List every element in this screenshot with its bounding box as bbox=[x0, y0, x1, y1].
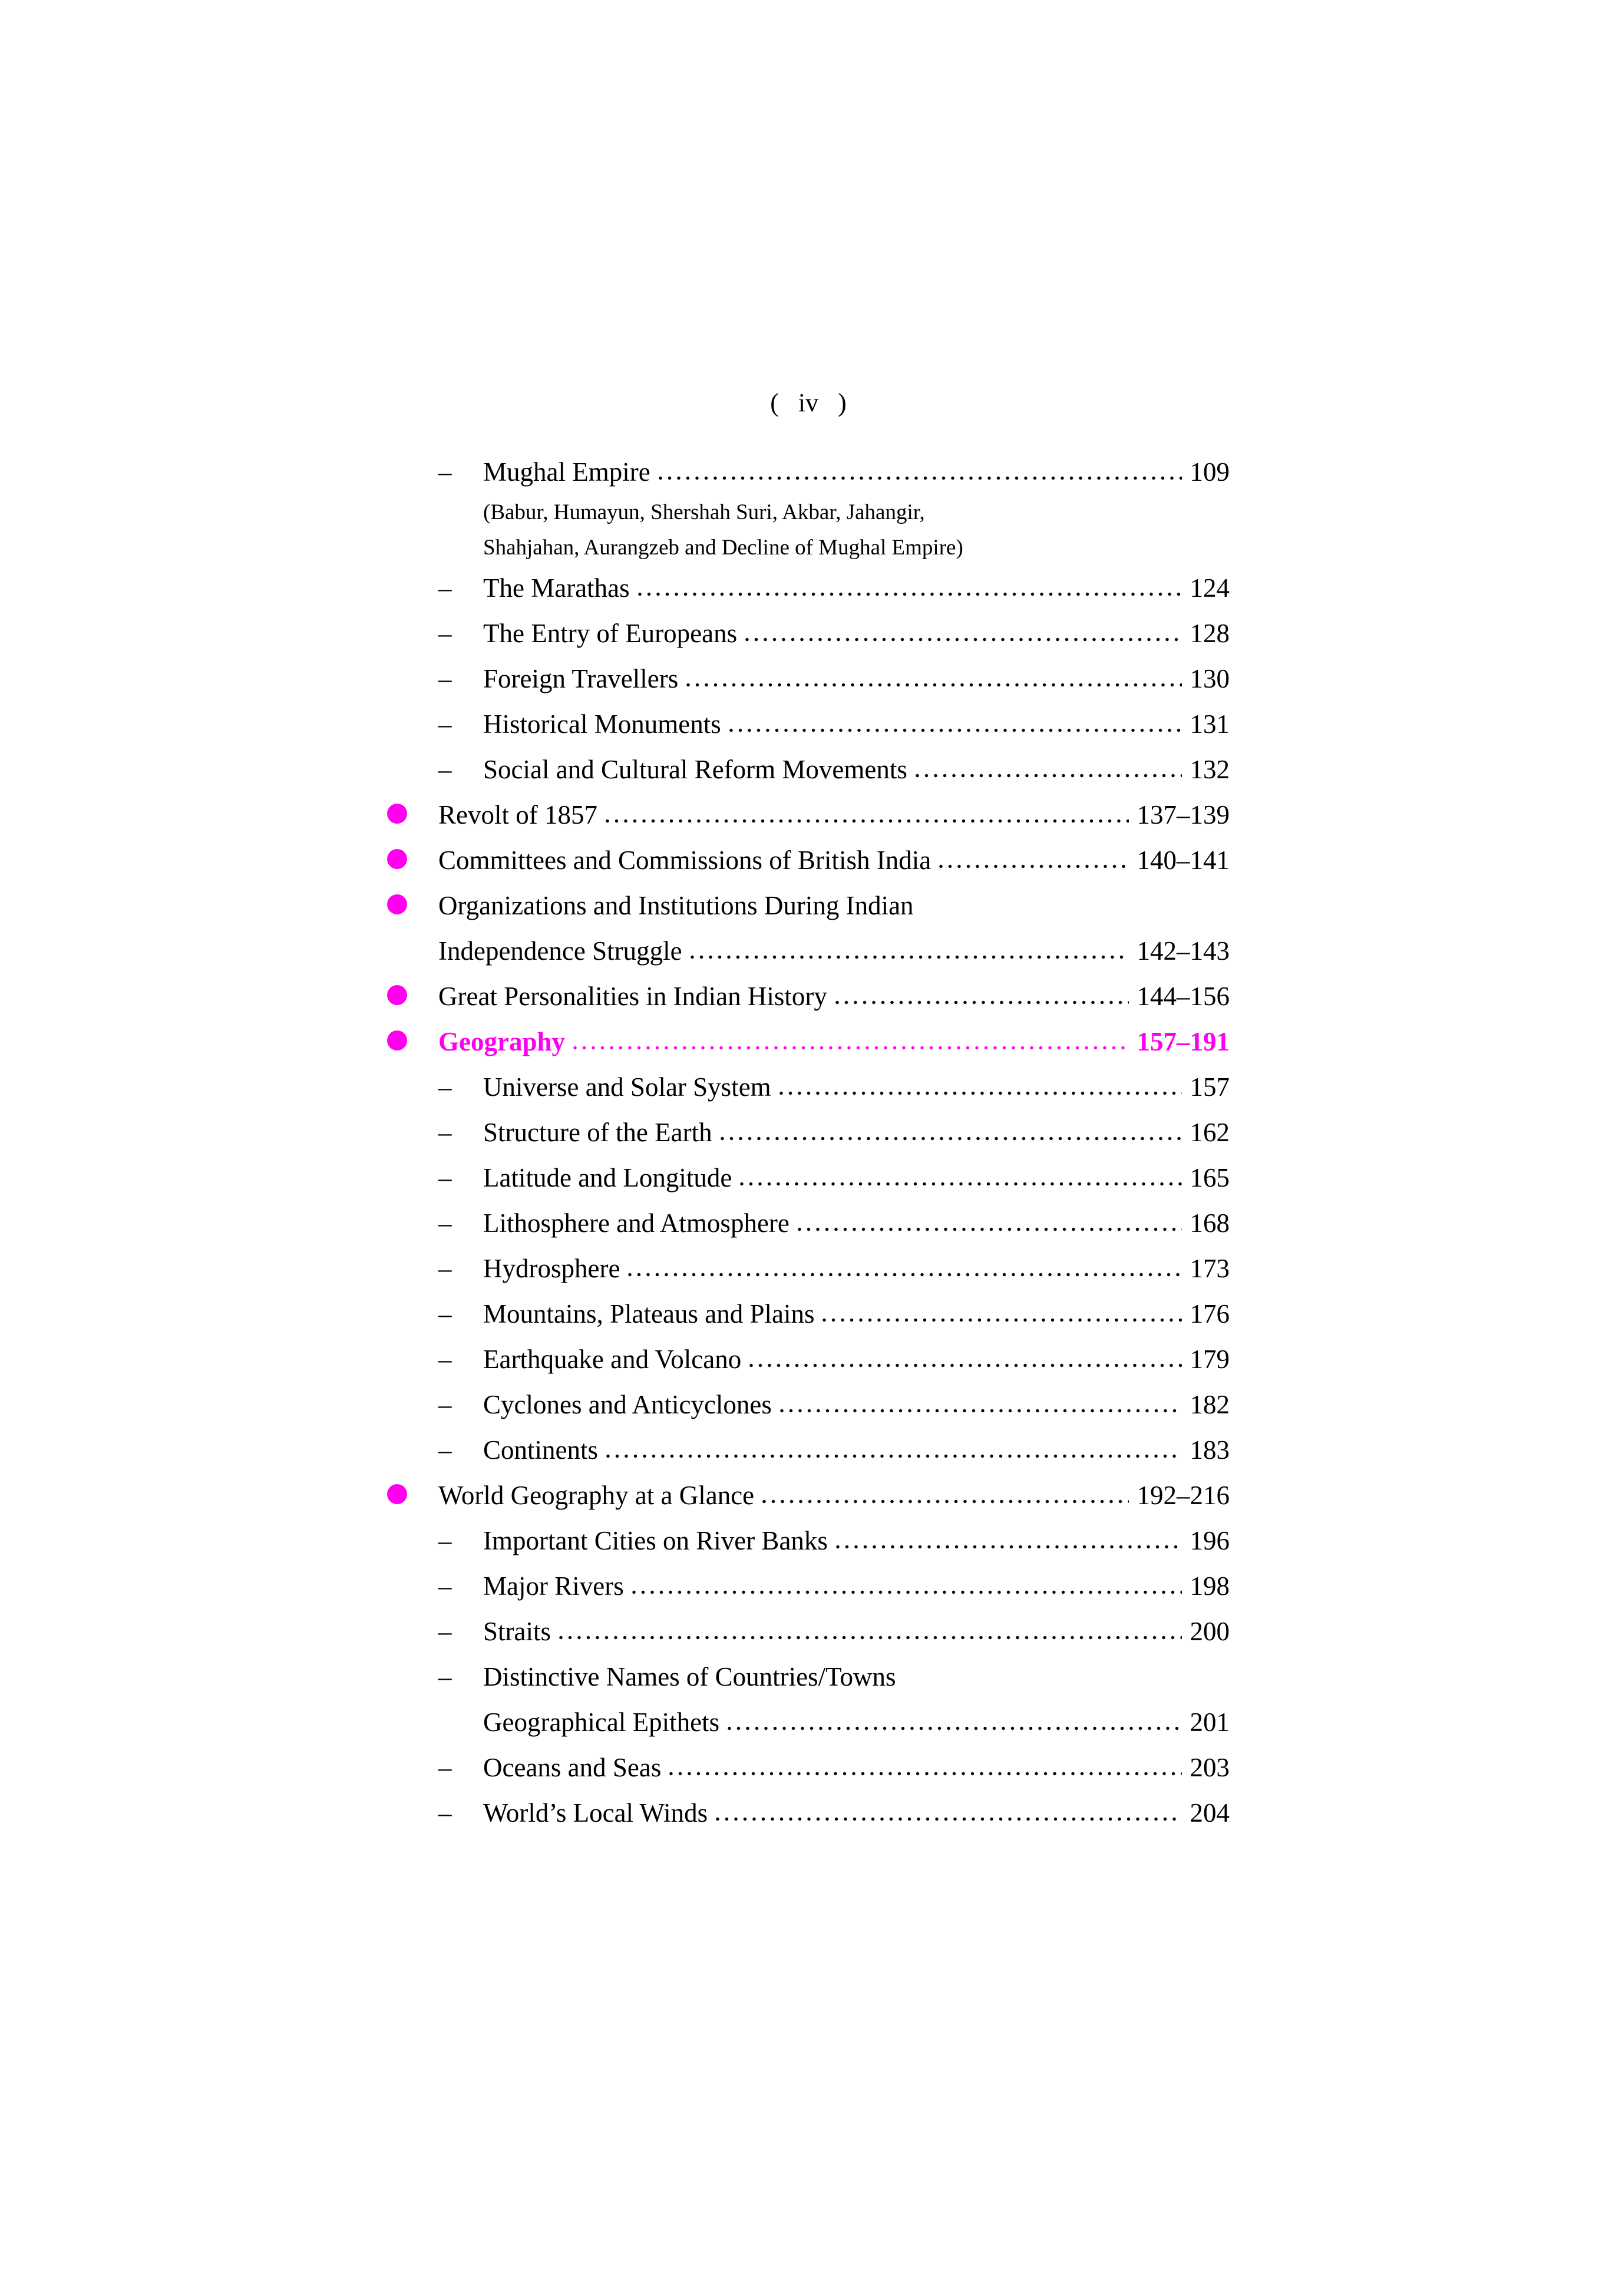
dash-marker: – bbox=[438, 1208, 452, 1238]
entry-page-numbers: 201 bbox=[1190, 1707, 1230, 1737]
dot-leader bbox=[833, 1000, 1129, 1005]
dash-marker: – bbox=[438, 1798, 452, 1828]
toc-entry bbox=[387, 974, 1230, 1019]
dot-leader bbox=[834, 1544, 1182, 1550]
dot-leader bbox=[795, 1227, 1182, 1232]
bullet-marker bbox=[387, 1473, 438, 1518]
entry-title: Geographical Epithets bbox=[483, 1707, 720, 1737]
entry-page-numbers: 128 bbox=[1190, 619, 1230, 648]
entry-title: Latitude and Longitude bbox=[483, 1163, 732, 1192]
toc-entry bbox=[387, 929, 1230, 974]
entry-page-numbers: 142–143 bbox=[1137, 936, 1230, 966]
entry-page-numbers: 198 bbox=[1190, 1571, 1230, 1601]
dot-leader bbox=[725, 1726, 1181, 1731]
dot-leader bbox=[630, 1590, 1182, 1595]
toc-entry bbox=[387, 1291, 1230, 1337]
dash-marker: – bbox=[438, 1753, 452, 1782]
dot-leader bbox=[684, 682, 1181, 688]
dot-leader bbox=[760, 1499, 1128, 1504]
dot-leader bbox=[571, 1045, 1128, 1050]
entry-page-numbers: 196 bbox=[1190, 1526, 1230, 1555]
dot-leader bbox=[718, 1136, 1182, 1141]
bullet-icon bbox=[387, 849, 407, 869]
entry-page-numbers: 179 bbox=[1190, 1344, 1230, 1374]
table-of-contents bbox=[387, 450, 1230, 1836]
toc-entry bbox=[387, 1473, 1230, 1518]
dot-leader bbox=[778, 1408, 1182, 1413]
entry-title: Great Personalities in Indian History bbox=[438, 982, 827, 1011]
entry-page-numbers: 157 bbox=[1190, 1072, 1230, 1102]
dash-marker: – bbox=[438, 1118, 452, 1147]
toc-entry bbox=[387, 1382, 1230, 1428]
dash-marker: – bbox=[438, 1435, 452, 1465]
entry-page-numbers: 200 bbox=[1190, 1617, 1230, 1646]
bullet-marker bbox=[387, 792, 438, 838]
dot-leader bbox=[913, 773, 1182, 778]
entry-title: Continents bbox=[483, 1435, 599, 1465]
dot-leader bbox=[777, 1091, 1182, 1096]
entry-title: The Entry of Europeans bbox=[483, 619, 738, 648]
entry-title: Foreign Travellers bbox=[483, 664, 679, 693]
bullet-marker bbox=[387, 1019, 438, 1065]
dash-marker: – bbox=[438, 1390, 452, 1419]
entry-title: Major Rivers bbox=[483, 1571, 624, 1601]
dash-marker: – bbox=[438, 1072, 452, 1102]
dot-leader bbox=[937, 864, 1128, 869]
entry-title: Mountains, Plateaus and Plains bbox=[483, 1299, 815, 1329]
entry-title: (Babur, Humayun, Shershah Suri, Akbar, Jahangir, bbox=[483, 500, 925, 524]
bullet-icon bbox=[387, 1484, 407, 1504]
dot-leader bbox=[604, 1453, 1181, 1459]
entry-title: Universe and Solar System bbox=[483, 1072, 771, 1102]
dash-marker: – bbox=[438, 755, 452, 784]
dash-marker: – bbox=[438, 573, 452, 603]
dash-marker: – bbox=[438, 1254, 452, 1283]
dot-leader bbox=[626, 1272, 1181, 1277]
toc-entry bbox=[387, 1700, 1230, 1745]
entry-page-numbers: 168 bbox=[1190, 1208, 1230, 1238]
dot-leader bbox=[738, 1181, 1181, 1187]
entry-title: Committees and Commissions of British India bbox=[438, 845, 931, 875]
entry-page-numbers: 183 bbox=[1190, 1435, 1230, 1465]
dash-marker: – bbox=[438, 1617, 452, 1646]
toc-entry bbox=[387, 1246, 1230, 1291]
dash-marker: – bbox=[438, 1662, 452, 1692]
dot-leader bbox=[747, 1363, 1181, 1368]
entry-title: Organizations and Institutions During Indian bbox=[438, 891, 914, 920]
dot-leader bbox=[743, 637, 1181, 642]
dash-marker: – bbox=[438, 619, 452, 648]
bullet-icon bbox=[387, 894, 407, 914]
dash-marker: – bbox=[438, 457, 452, 487]
entry-title: The Marathas bbox=[483, 573, 630, 603]
dot-leader bbox=[667, 1771, 1181, 1776]
entry-page-numbers: 109 bbox=[1190, 457, 1230, 487]
toc-entry bbox=[387, 883, 1230, 929]
entry-title: Mughal Empire bbox=[483, 457, 650, 487]
toc-entry bbox=[387, 1564, 1230, 1609]
bullet-marker bbox=[387, 974, 438, 1019]
entry-page-numbers: 203 bbox=[1190, 1753, 1230, 1782]
entry-title: World’s Local Winds bbox=[483, 1798, 708, 1828]
entry-page-numbers: 176 bbox=[1190, 1299, 1230, 1329]
toc-entry bbox=[387, 1110, 1230, 1155]
toc-entry bbox=[387, 1019, 1230, 1065]
bullet-marker bbox=[387, 838, 438, 883]
dot-leader bbox=[820, 1317, 1181, 1323]
entry-page-numbers: 137–139 bbox=[1137, 800, 1230, 830]
entry-title: Hydrosphere bbox=[483, 1254, 620, 1283]
entry-title: Social and Cultural Reform Movements bbox=[483, 755, 907, 784]
entry-title: Structure of the Earth bbox=[483, 1118, 712, 1147]
dot-leader bbox=[656, 475, 1182, 481]
toc-entry bbox=[387, 1745, 1230, 1790]
dash-marker: – bbox=[438, 709, 452, 739]
entry-title: Revolt of 1857 bbox=[438, 800, 597, 830]
bullet-icon bbox=[387, 985, 407, 1005]
toc-entry bbox=[387, 792, 1230, 838]
entry-page-numbers: 192–216 bbox=[1137, 1481, 1230, 1510]
bullet-icon bbox=[387, 804, 407, 824]
dot-leader bbox=[557, 1635, 1181, 1640]
dash-marker: – bbox=[438, 1344, 452, 1374]
toc-entry bbox=[387, 450, 1230, 495]
toc-entry bbox=[387, 702, 1230, 747]
dot-leader bbox=[713, 1816, 1181, 1822]
entry-title: Distinctive Names of Countries/Towns bbox=[483, 1662, 896, 1692]
dash-marker: – bbox=[438, 1163, 452, 1192]
entry-page-numbers: 130 bbox=[1190, 664, 1230, 693]
toc-entry bbox=[387, 1155, 1230, 1201]
dash-marker: – bbox=[438, 1571, 452, 1601]
entry-title: Cyclones and Anticyclones bbox=[483, 1390, 772, 1419]
page-number-header: ( iv ) bbox=[770, 388, 847, 417]
dot-leader bbox=[727, 728, 1182, 733]
entry-title: Shahjahan, Aurangzeb and Decline of Mughal Empire) bbox=[483, 536, 963, 560]
entry-page-numbers: 182 bbox=[1190, 1390, 1230, 1419]
toc-entry bbox=[387, 1518, 1230, 1564]
toc-entry bbox=[387, 1609, 1230, 1654]
toc-entry bbox=[387, 1201, 1230, 1246]
toc-entry bbox=[387, 747, 1230, 792]
dash-marker: – bbox=[438, 664, 452, 693]
toc-entry bbox=[387, 656, 1230, 702]
entry-page-numbers: 165 bbox=[1190, 1163, 1230, 1192]
toc-entry bbox=[387, 1654, 1230, 1700]
entry-title: Straits bbox=[483, 1617, 551, 1646]
toc-entry bbox=[387, 611, 1230, 656]
entry-title: Earthquake and Volcano bbox=[483, 1344, 742, 1374]
toc-entry bbox=[387, 495, 1230, 530]
toc-entry bbox=[387, 530, 1230, 566]
toc-entry bbox=[387, 1337, 1230, 1382]
dot-leader bbox=[688, 954, 1129, 960]
toc-entry bbox=[387, 1428, 1230, 1473]
entry-page-numbers: 132 bbox=[1190, 755, 1230, 784]
entry-title: Historical Monuments bbox=[483, 709, 721, 739]
entry-page-numbers: 140–141 bbox=[1137, 845, 1230, 875]
entry-title: Lithosphere and Atmosphere bbox=[483, 1208, 789, 1238]
entry-page-numbers: 204 bbox=[1190, 1798, 1230, 1828]
bullet-marker bbox=[387, 883, 438, 929]
entry-page-numbers: 157–191 bbox=[1137, 1027, 1230, 1056]
toc-entry bbox=[387, 1065, 1230, 1110]
toc-entry bbox=[387, 1790, 1230, 1836]
entry-page-numbers: 144–156 bbox=[1137, 982, 1230, 1011]
toc-entry bbox=[387, 566, 1230, 611]
entry-title: Oceans and Seas bbox=[483, 1753, 662, 1782]
entry-title: Important Cities on River Banks bbox=[483, 1526, 828, 1555]
entry-page-numbers: 124 bbox=[1190, 573, 1230, 603]
dash-marker: – bbox=[438, 1526, 452, 1555]
entry-title: World Geography at a Glance bbox=[438, 1481, 755, 1510]
toc-entry bbox=[387, 838, 1230, 883]
bullet-icon bbox=[387, 1030, 407, 1050]
dash-marker: – bbox=[438, 1299, 452, 1329]
entry-page-numbers: 162 bbox=[1190, 1118, 1230, 1147]
dot-leader bbox=[636, 592, 1182, 597]
entry-page-numbers: 173 bbox=[1190, 1254, 1230, 1283]
entry-page-numbers: 131 bbox=[1190, 709, 1230, 739]
dot-leader bbox=[603, 818, 1129, 824]
entry-title: Geography bbox=[438, 1027, 566, 1056]
entry-title: Independence Struggle bbox=[438, 936, 682, 966]
